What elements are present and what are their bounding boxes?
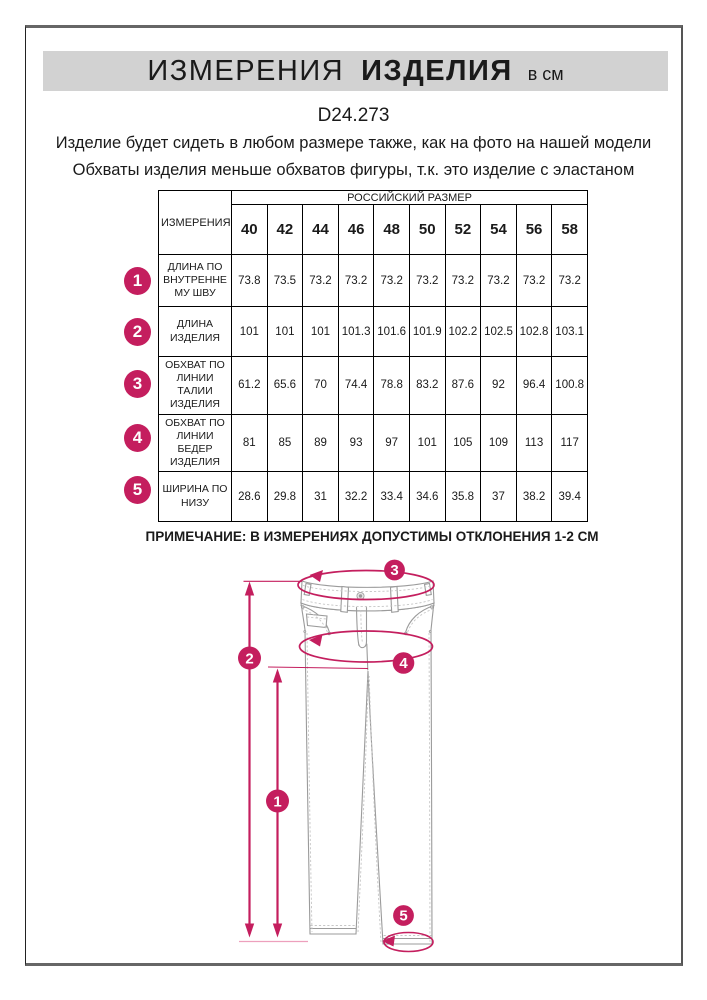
table-row	[159, 414, 588, 472]
page-frame	[25, 25, 683, 966]
value-cell: 101.9	[409, 307, 445, 357]
callout-label: 5	[399, 907, 408, 925]
value-cell: 83.2	[409, 357, 445, 415]
value-cell: 78.8	[374, 357, 410, 415]
row-label: ДЛИНА ИЗДЕЛИЯ	[159, 307, 232, 357]
table-group-header: РОССИЙСКИЙ РАЗМЕР	[232, 191, 588, 205]
value-cell: 34.6	[409, 472, 445, 522]
value-cell: 73.2	[552, 255, 588, 307]
value-cell: 101	[303, 307, 339, 357]
value-cell: 39.4	[552, 472, 588, 522]
header-band	[43, 51, 668, 91]
size-table	[158, 190, 588, 522]
size-col-header: 40	[232, 205, 268, 255]
value-cell: 93	[338, 414, 374, 472]
description-line-1: Изделие будет сидеть в любом размере также, как на фото на нашей модели	[55, 134, 652, 152]
row-number-badge-4: 4	[124, 424, 151, 452]
value-cell: 101	[267, 307, 303, 357]
value-cell: 113	[516, 414, 552, 472]
value-cell: 65.6	[267, 357, 303, 415]
table-row	[159, 357, 588, 415]
value-cell: 70	[303, 357, 339, 415]
value-cell: 37	[481, 472, 517, 522]
value-cell: 73.8	[232, 255, 268, 307]
value-cell: 87.6	[445, 357, 481, 415]
callout-label: 3	[390, 562, 399, 580]
value-cell: 73.2	[338, 255, 374, 307]
row-number-badge-2: 2	[124, 318, 151, 346]
value-cell: 73.2	[516, 255, 552, 307]
value-cell: 85	[267, 414, 303, 472]
value-cell: 81	[232, 414, 268, 472]
size-col-header: 48	[374, 205, 410, 255]
value-cell: 100.8	[552, 357, 588, 415]
row-label: ОБХВАТ ПО ЛИНИИ ТАЛИИ ИЗДЕЛИЯ	[159, 357, 232, 415]
value-cell: 33.4	[374, 472, 410, 522]
value-cell: 73.5	[267, 255, 303, 307]
value-cell: 103.1	[552, 307, 588, 357]
rivet	[429, 631, 431, 633]
value-cell: 101	[232, 307, 268, 357]
value-cell: 97	[374, 414, 410, 472]
value-cell: 38.2	[516, 472, 552, 522]
value-cell: 73.2	[445, 255, 481, 307]
value-cell: 117	[552, 414, 588, 472]
table-row	[159, 307, 588, 357]
size-col-header: 52	[445, 205, 481, 255]
size-col-header: 42	[267, 205, 303, 255]
page-title-unit: в см	[527, 63, 564, 84]
tolerance-note: ПРИМЕЧАНИЕ: В ИЗМЕРЕНИЯХ ДОПУСТИМЫ ОТКЛОНЕНИЯ 1-2 СМ	[145, 529, 599, 544]
callout-label: 4	[399, 655, 408, 673]
row-number-badge-3: 3	[124, 370, 151, 398]
rivet	[304, 631, 306, 633]
value-cell: 74.4	[338, 357, 374, 415]
size-col-header: 58	[552, 205, 588, 255]
waist-arrowhead	[310, 570, 324, 582]
callout-label: 2	[245, 650, 254, 668]
page-title-bold: ИЗДЕЛИЯ	[361, 54, 513, 87]
value-cell: 96.4	[516, 357, 552, 415]
value-cell: 35.8	[445, 472, 481, 522]
table-row	[159, 472, 588, 522]
value-cell: 31	[303, 472, 339, 522]
row-label: ДЛИНА ПО ВНУТРЕННЕ МУ ШВУ	[159, 255, 232, 307]
value-cell: 101.3	[338, 307, 374, 357]
value-cell: 73.2	[481, 255, 517, 307]
value-cell: 28.6	[232, 472, 268, 522]
value-cell: 32.2	[338, 472, 374, 522]
value-cell: 105	[445, 414, 481, 472]
page-title: ИЗМЕРЕНИЯ	[147, 54, 345, 87]
size-col-header: 46	[338, 205, 374, 255]
row-label: ШИРИНА ПО НИЗУ	[159, 472, 232, 522]
value-cell: 101	[409, 414, 445, 472]
row-label: ОБХВАТ ПО ЛИНИИ БЕДЕР ИЗДЕЛИЯ	[159, 414, 232, 472]
value-cell: 73.2	[409, 255, 445, 307]
size-col-header: 44	[303, 205, 339, 255]
value-cell: 29.8	[267, 472, 303, 522]
description-line-2: Обхваты изделия меньше обхватов фигуры, т.к. это изделие с эластаном	[72, 161, 635, 179]
rivet	[302, 606, 305, 609]
size-col-header: 54	[481, 205, 517, 255]
table-corner-header: ИЗМЕРЕНИЯ	[159, 191, 232, 255]
size-col-header: 56	[516, 205, 552, 255]
value-cell: 102.5	[481, 307, 517, 357]
value-cell: 89	[303, 414, 339, 472]
row-number-badge-1: 1	[124, 267, 151, 295]
value-cell: 101.6	[374, 307, 410, 357]
callout-label: 1	[273, 793, 282, 811]
value-cell: 73.2	[303, 255, 339, 307]
size-col-header: 50	[409, 205, 445, 255]
table-row	[159, 255, 588, 307]
jeans-technical-drawing	[226, 558, 496, 968]
value-cell: 61.2	[232, 357, 268, 415]
row-number-badge-5: 5	[124, 476, 151, 504]
model-code: D24.273	[317, 105, 390, 126]
value-cell: 102.8	[516, 307, 552, 357]
coin-pocket	[307, 614, 328, 628]
rivet	[431, 606, 434, 609]
value-cell: 92	[481, 357, 517, 415]
value-cell: 73.2	[374, 255, 410, 307]
size-table-wrap	[158, 190, 588, 522]
value-cell: 109	[481, 414, 517, 472]
value-cell: 102.2	[445, 307, 481, 357]
